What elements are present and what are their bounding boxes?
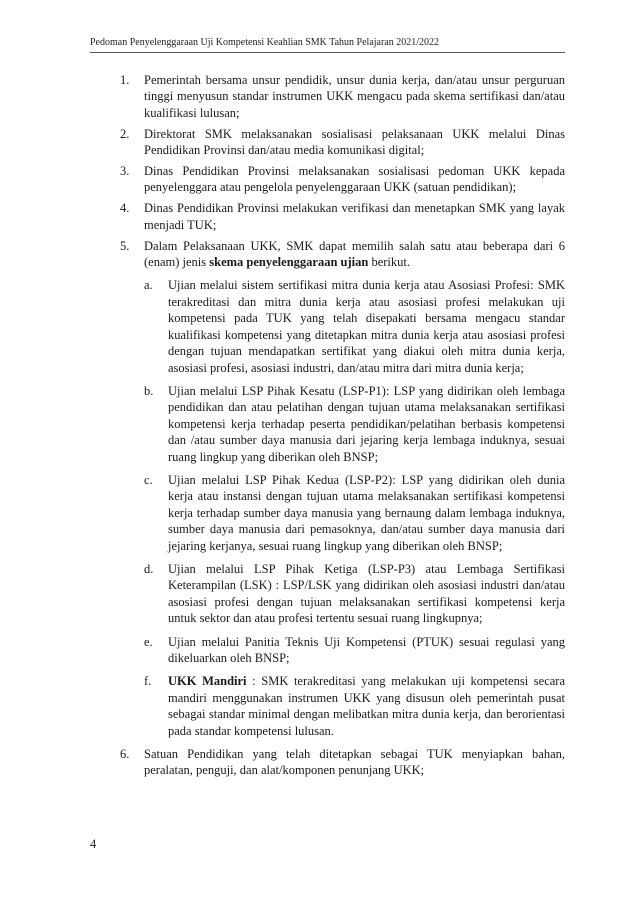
header-rule [90, 52, 565, 53]
sub-list [144, 277, 565, 739]
sub-item-text: Ujian melalui Panitia Teknis Uji Kompetensi (PTUK) sesuai regulasi yang dikeluarkan oleh BNSP; [168, 634, 565, 665]
sub-item-c [144, 472, 565, 554]
running-header: Pedoman Penyelenggaraan Uji Kompetensi Keahlian SMK Tahun Pelajaran 2021/2022 [90, 37, 440, 48]
item-text: Direktorat SMK melaksanakan sosialisasi pelaksanaan UKK melalui Dinas Pendidikan Provinsi dan/atau media komunikasi digital; [144, 126, 565, 158]
emphasis-text: UKK Mandiri [168, 674, 247, 689]
sub-item-letter: c. [144, 472, 153, 487]
item-number: 5. [120, 238, 130, 253]
sub-item-text: UKK Mandiri : SMK terakreditasi yang melakukan uji kompetensi secara mandiri menggunakan instrumen UKK yang disusun oleh pemerintah pusat sebagai standar minimal dengan melibatkan mitra dunia kerja, dan berorientasi pada standar kompetensi lulusan. [168, 674, 566, 738]
sub-item-letter: a. [144, 278, 153, 293]
sub-item-e [144, 634, 565, 667]
sub-item-a [144, 277, 565, 375]
sub-item-text: Ujian melalui sistem sertifikasi mitra dunia kerja atau Asosiasi Profesi: SMK terakreditasi dan mitra dunia kerja atau asosiasi profesi melakukan uji kompetensi pada TUK yang telah disepakati bersama mengacu standar kualifikasi kompetensi yang ditetapkan mitra dunia kerja atau asosiasi profesi dengan tujuan mendapatkan sertifikat yang diakui oleh mitra dunia kerja, asosiasi profesi, asosiasi industri, dan/atau mitra dari mitra dunia kerja; [168, 278, 565, 375]
list-item-1 [120, 72, 565, 121]
item-text: Dinas Pendidikan Provinsi melakukan verifikasi dan menetapkan SMK yang layak menjadi TUK; [144, 201, 565, 232]
list-item-5 [120, 238, 565, 739]
item-number: 6. [120, 747, 130, 762]
numbered-list [120, 72, 565, 779]
sub-item-text: Ujian melalui LSP Pihak Kesatu (LSP-P1): LSP yang didirikan oleh lembaga pendidikan dan atau pelatihan dengan tujuan utama melaksanakan sertifikasi kompetensi kerja terhadap peserta pendidikan/pelatihan berbasis kompetensi dan /atau sumber daya manusia dari jejaring kerja lembaga induknya, sesuai ruang lingkup yang diberikan oleh BNSP; [168, 383, 565, 464]
item-text: Satuan Pendidikan yang telah ditetapkan sebagai TUK menyiapkan bahan, peralatan, penguji, dan alat/komponen penunjang UKK; [144, 747, 565, 778]
sub-item-letter: d. [144, 561, 154, 576]
sub-item-f [144, 673, 565, 739]
item-text: Pemerintah bersama unsur pendidik, unsur dunia kerja, dan/atau unsur perguruan tinggi menyusun standar instrumen UKK mengacu pada skema sertifikasi dan/atau kualifikasi lulusan; [144, 73, 565, 120]
sub-item-d [144, 561, 565, 627]
item-text: Dalam Pelaksanaan UKK, SMK dapat memilih salah satu atau beberapa dari 6 (enam) jenis skema penyelenggaraan ujian berikut. [144, 238, 565, 270]
sub-item-letter: e. [144, 634, 153, 649]
sub-item-letter: b. [144, 383, 154, 398]
sub-item-text: Ujian melalui LSP Pihak Ketiga (LSP-P3) atau Lembaga Sertifikasi Keterampilan (LSK) : LSP/LSK yang didirikan oleh asosiasi industri dan/atau asosiasi profesi dengan tujuan melaksanakan sertifikasi kompetensi kerja untuk sektor dan atau profesi tertentu sesuai ruang lingkupnya; [168, 561, 565, 626]
page-number: 4 [90, 837, 97, 851]
sub-item-text: Ujian melalui LSP Pihak Kedua (LSP-P2): LSP yang didirikan oleh dunia kerja atau instansi dengan tujuan utama melaksanakan sertifikasi kompetensi kerja terhadap sumber daya manusia yang bernaung dalam lembaga induknya, sumber daya manusia dari pemasoknya, dan/atau sumber daya manusia dari jejaring kerjanya, sesuai ruang lingkup yang diberikan oleh BNSP; [168, 472, 565, 553]
item-text: Dinas Pendidikan Provinsi melaksanakan sosialisasi pedoman UKK kepada penyelenggara atau pengelola penyelenggaraan UKK (satuan pendidikan); [144, 164, 565, 195]
list-item-2 [120, 126, 565, 159]
item-number: 3. [120, 164, 130, 179]
document-body [120, 72, 565, 783]
list-item-6 [120, 746, 565, 779]
emphasis-text: skema penyelenggaraan ujian [209, 255, 369, 270]
item-number: 1. [120, 73, 130, 87]
sub-item-b [144, 383, 565, 465]
item-number: 2. [120, 126, 130, 141]
list-item-4 [120, 200, 565, 233]
item-number: 4. [120, 201, 130, 216]
list-item-3 [120, 163, 565, 196]
sub-item-letter: f. [144, 674, 152, 689]
